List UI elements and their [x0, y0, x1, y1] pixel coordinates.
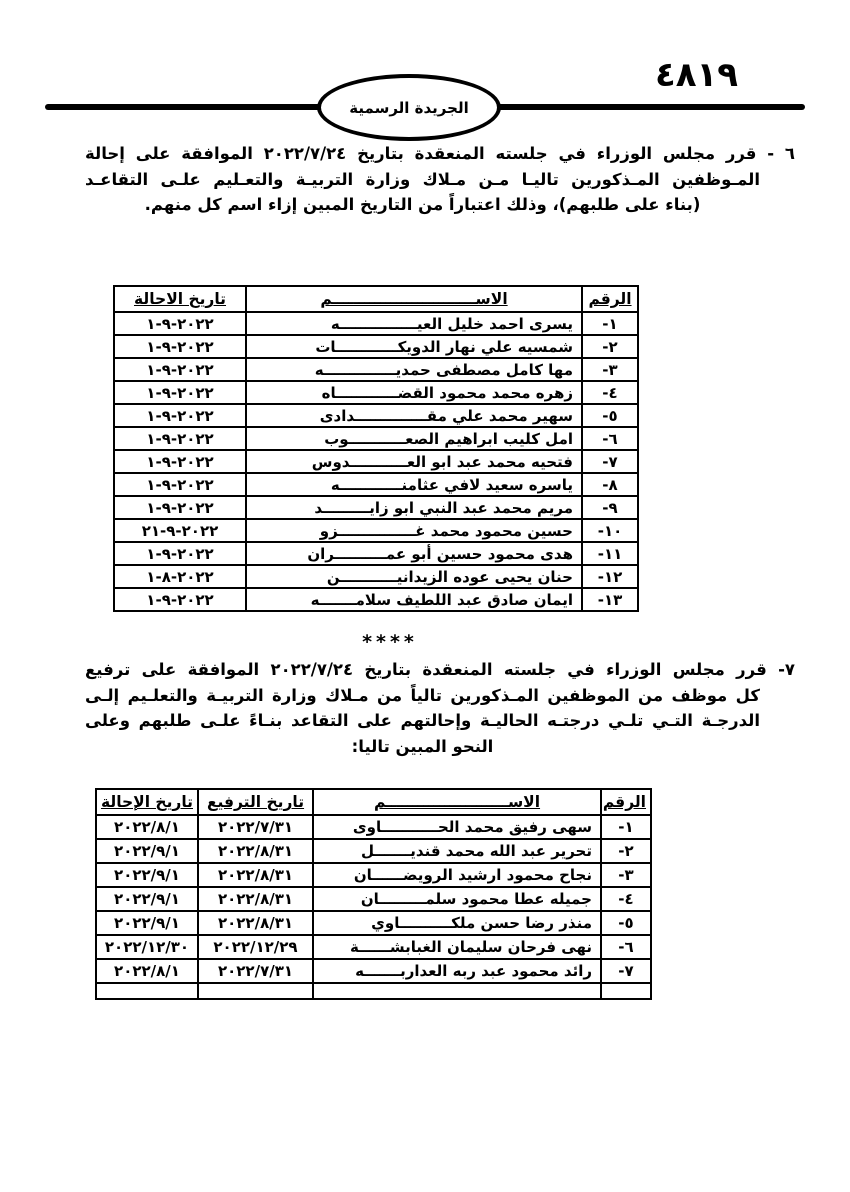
section-separator: ****: [362, 631, 418, 653]
table-row: [114, 473, 638, 496]
referral-date: ٢٠٢٢-٩-١: [114, 404, 246, 427]
promotion-date: ٢٠٢٢/٧/٣١: [198, 815, 313, 839]
referral-date: ٢٠٢٢-٩-١: [114, 450, 246, 473]
column-header-promotion-date: تاريخ الترفيع: [198, 789, 313, 815]
referral-date: ٢٠٢٢-٩-٢١: [114, 519, 246, 542]
decree-7-line-2: كل موظف من الموظفين المـذكورين تالياً من مـلاك وزارة التربيـة والتعلـيم إلـى: [85, 685, 760, 705]
table-row: [114, 565, 638, 588]
decree-6-line-1: ٦ - قرر مجلس الوزراء في جلسته المنعقدة بتاريخ ٢٠٢٢/٧/٢٤ الموافقة على إحالة: [85, 144, 795, 163]
table-row: [96, 911, 651, 935]
row-number: ١-: [582, 312, 638, 335]
employee-name: سهير محمد علي مقــــــــــــــدادى: [246, 404, 582, 427]
empty-table-row: [96, 983, 651, 999]
referral-date: ٢٠٢٢/٩/١: [96, 863, 198, 887]
row-number: ١١-: [582, 542, 638, 565]
row-number: ٣-: [582, 358, 638, 381]
employee-name: جميله عطا محمود سلمـــــــــان: [313, 887, 601, 911]
column-header-name: الاســـــــــــــــــــــــــــم: [246, 286, 582, 312]
row-number: ٢-: [582, 335, 638, 358]
table-row: [96, 887, 651, 911]
referral-date: ٢٠٢٢-٩-١: [114, 335, 246, 358]
employee-name: امل كليب ابراهيم الصعـــــــــــوب: [246, 427, 582, 450]
table-row: [114, 358, 638, 381]
referral-date: ٢٠٢٢/٩/١: [96, 887, 198, 911]
column-header-number: الرقم: [582, 286, 638, 312]
employee-name: فتحيه محمد عبد ابو العـــــــــــدوس: [246, 450, 582, 473]
employee-name: شمسيه علي نهار الدويكــــــــــــات: [246, 335, 582, 358]
employee-name: يسرى احمد خليل العيـــــــــــــــه: [246, 312, 582, 335]
table-row: [114, 312, 638, 335]
row-number: ١٣-: [582, 588, 638, 611]
referral-date: ٢٠٢٢-٩-١: [114, 358, 246, 381]
column-header-name: الاســـــــــــــــــــــــم: [313, 789, 601, 815]
promotion-table: [95, 788, 652, 1000]
row-number: ١-: [601, 815, 651, 839]
table-row: [114, 519, 638, 542]
referral-date: ٢٠٢٢/٩/١: [96, 839, 198, 863]
table-row: [114, 335, 638, 358]
empty-cell: [313, 983, 601, 999]
row-number: ٦-: [601, 935, 651, 959]
decree-6-paragraph: [85, 141, 795, 218]
table-row: [96, 839, 651, 863]
employee-name: ياسره سعيد لافي عثامنــــــــــــه: [246, 473, 582, 496]
employee-name: ايمان صادق عبد اللطيف سلامـــــــه: [246, 588, 582, 611]
row-number: ٣-: [601, 863, 651, 887]
employee-name: نهى فرحان سليمان الغبابشــــــة: [313, 935, 601, 959]
employee-name: سهى رفيق محمد الحـــــــــــاوى: [313, 815, 601, 839]
row-number: ٨-: [582, 473, 638, 496]
empty-cell: [601, 983, 651, 999]
decree-7-line-4: النحو المبين تاليا:: [351, 736, 494, 756]
promotion-date: ٢٠٢٢/٨/٣١: [198, 911, 313, 935]
employee-name: حسين محمود محمد غـــــــــــــــزو: [246, 519, 582, 542]
referral-date: ٢٠٢٢-٩-١: [114, 427, 246, 450]
empty-cell: [198, 983, 313, 999]
column-header-number: الرقم: [601, 789, 651, 815]
decree-6-line-2: المـوظفين المـذكورين تاليـا مـن مـلاك وزارة التربيـة والتعـليم علـى التقاعـد: [85, 169, 760, 189]
promotion-table-header-row: [96, 789, 651, 815]
employee-name: زهره محمد محمود القضــــــــــــاه: [246, 381, 582, 404]
table-row: [114, 427, 638, 450]
row-number: ١٢-: [582, 565, 638, 588]
row-number: ٤-: [582, 381, 638, 404]
referral-date: ٢٠٢٢-٩-١: [114, 588, 246, 611]
row-number: ٥-: [601, 911, 651, 935]
column-header-referral-date: تاريخ الإحالة: [96, 789, 198, 815]
decree-7-line-3: الدرجـة التـي تلـي درجتـه الحاليـة وإحالتهم على التقاعد بنـاءً علـى طلبهم وعلى: [85, 711, 760, 730]
table-row: [96, 935, 651, 959]
retirement-table: [113, 285, 639, 612]
employee-name: منذر رضا حسن ملكــــــــــاوي: [313, 911, 601, 935]
employee-name: تحرير عبد الله محمد قنديـــــــل: [313, 839, 601, 863]
employee-name: نجاح محمود ارشيد الرويضــــــان: [313, 863, 601, 887]
table-row: [114, 381, 638, 404]
empty-cell: [96, 983, 198, 999]
table-row: [96, 863, 651, 887]
referral-date: ٢٠٢٢-٩-١: [114, 496, 246, 519]
retirement-table-header-row: [114, 286, 638, 312]
referral-date: ٢٠٢٢-٩-١: [114, 473, 246, 496]
promotion-date: ٢٠٢٢/٨/٣١: [198, 839, 313, 863]
table-row: [96, 815, 651, 839]
decree-7-paragraph: [85, 657, 795, 759]
gazette-title: الجريدة الرسمية: [349, 98, 469, 117]
referral-date: ٢٠٢٢/٨/١: [96, 815, 198, 839]
page-number: ٤٨١٩: [654, 55, 738, 95]
employee-name: رائد محمود عبد ربه العداربـــــــه: [313, 959, 601, 983]
row-number: ٦-: [582, 427, 638, 450]
table-row: [114, 588, 638, 611]
referral-date: ٢٠٢٢-٨-١: [114, 565, 246, 588]
row-number: ٢-: [601, 839, 651, 863]
decree-6-line-3: (بناء على طلبهم)، وذلك اعتباراً من التاريخ المبين إزاء اسم كل منهم.: [144, 195, 701, 214]
referral-date: ٢٠٢٢-٩-١: [114, 542, 246, 565]
referral-date: ٢٠٢٢-٩-١: [114, 381, 246, 404]
promotion-table-body: [96, 815, 651, 983]
row-number: ١٠-: [582, 519, 638, 542]
gazette-seal: [317, 74, 501, 141]
row-number: ٧-: [601, 959, 651, 983]
retirement-table-body: [114, 312, 638, 611]
employee-name: مها كامل مصطفى حمديــــــــــــــه: [246, 358, 582, 381]
referral-date: ٢٠٢٢/٩/١: [96, 911, 198, 935]
referral-date: ٢٠٢٢/١٢/٣٠: [96, 935, 198, 959]
row-number: ٩-: [582, 496, 638, 519]
referral-date: ٢٠٢٢-٩-١: [114, 312, 246, 335]
employee-name: حنان يحيى عوده الزيدانيـــــــــــن: [246, 565, 582, 588]
row-number: ٤-: [601, 887, 651, 911]
decree-7-line-1: ٧- قرر مجلس الوزراء في جلسته المنعقدة بتاريخ ٢٠٢٢/٧/٢٤ الموافقة على ترفيع: [85, 660, 795, 679]
table-row: [96, 959, 651, 983]
table-row: [114, 404, 638, 427]
employee-name: مريم محمد عبد النبي ابو زايـــــــــد: [246, 496, 582, 519]
promotion-date: ٢٠٢٢/٧/٣١: [198, 959, 313, 983]
promotion-date: ٢٠٢٢/٨/٣١: [198, 887, 313, 911]
promotion-date: ٢٠٢٢/٨/٣١: [198, 863, 313, 887]
row-number: ٥-: [582, 404, 638, 427]
referral-date: ٢٠٢٢/٨/١: [96, 959, 198, 983]
table-row: [114, 450, 638, 473]
table-row: [114, 496, 638, 519]
employee-name: هدى محمود حسين أبو عمــــــــــران: [246, 542, 582, 565]
promotion-date: ٢٠٢٢/١٢/٢٩: [198, 935, 313, 959]
table-row: [114, 542, 638, 565]
row-number: ٧-: [582, 450, 638, 473]
column-header-referral-date: تاريخ الاحالة: [114, 286, 246, 312]
